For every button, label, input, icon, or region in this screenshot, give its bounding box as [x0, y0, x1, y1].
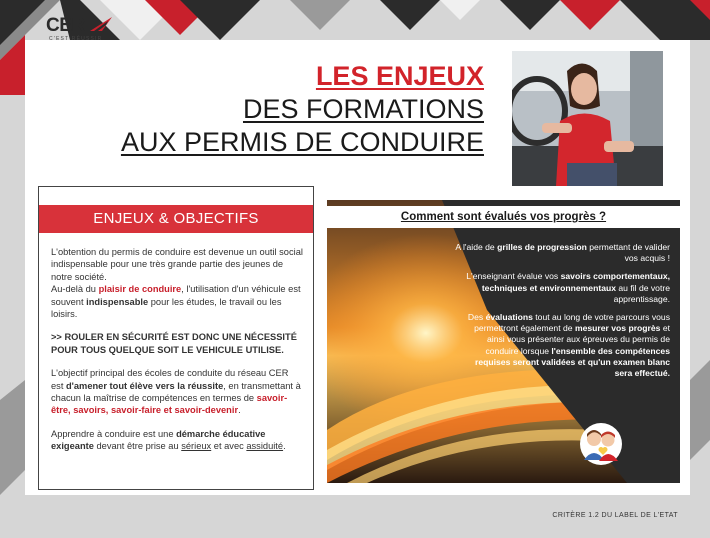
text-segment: , en transmettant à chacun la maîtrise de compétences en termes de: [51, 380, 301, 404]
title-line-2: DES FORMATIONS: [242, 94, 484, 124]
enjeux-objectifs-body: [51, 246, 303, 453]
learning-paragraph: [51, 428, 303, 453]
highlight-plaisir: plaisir de conduire: [98, 284, 182, 295]
highlight-mesurer: mesurer vos progrès: [574, 323, 661, 334]
title-line-3: AUX PERMIS DE CONDUIRE: [120, 127, 484, 157]
text-segment: et avec: [211, 441, 247, 452]
evaluation-panel: [327, 200, 680, 483]
highlight-competences: l'ensemble des compétences requises seront validées et qu'un examen blanc sera effectué.: [475, 345, 670, 379]
highlight-savoirs-comportementaux: savoirs comportementaux, techniques et environnementaux: [481, 271, 670, 293]
cer-logo: [46, 15, 116, 41]
text-segment: au fil de votre apprentissage.: [613, 282, 670, 304]
logo-text: CER: [46, 15, 85, 36]
highlight-indispensable: indispensable: [86, 296, 149, 307]
eval-paragraph-3: [455, 312, 670, 379]
enjeux-objectifs-header: ENJEUX & OBJECTIFS: [39, 205, 313, 233]
text-segment: .: [238, 405, 241, 416]
logo-swoosh-icon: [88, 17, 114, 33]
text-segment: pour les études, le travail ou les loisirs.: [51, 296, 282, 320]
text-segment: , l'utilisation d'un véhicule est souvent: [51, 284, 301, 307]
highlight-savoirs: savoir-être, savoirs, savoir-faire et savoir-devenir: [51, 393, 288, 416]
text-segment: tout au long de votre parcours vous permettront également de: [474, 312, 670, 334]
title-line-1: LES ENJEUX: [315, 61, 484, 91]
label-criterion-footer: CRITÈRE 1.2 DU LABEL DE L'ETAT: [552, 512, 678, 519]
logo-tagline: C'EST RÉUSSIR: [49, 36, 103, 42]
text-segment: Au-delà du: [51, 284, 99, 295]
people-heart-icon: [577, 422, 625, 466]
text-segment: L'enseignant évalue vos: [466, 271, 561, 282]
text-segment: A l'aide de: [455, 242, 498, 252]
intro-text: L'obtention du permis de conduire est devenue un outil social indispensable pour une très grande partie des jeunes de notre société.: [51, 247, 303, 282]
page-title: [121, 60, 484, 159]
enjeux-objectifs-box: [38, 186, 314, 490]
highlight-evaluations: évaluations: [485, 312, 533, 323]
highlight-grilles: grilles de progression: [497, 242, 587, 252]
text-segment: devant être prise au: [93, 441, 182, 452]
text-segment: Des: [467, 312, 486, 323]
driver-illustration: [512, 51, 663, 186]
underline-serieux: sérieux: [181, 441, 212, 452]
safety-statement: >> ROULER EN SÉCURITÉ EST DONC UNE NÉCESSITÉ POUR TOUS QUELQUE SOIT LE VEHICULE UTILISE.: [51, 332, 297, 355]
text-segment: .: [283, 441, 286, 452]
evaluation-title-text: Comment sont évalués vos progrès ?: [400, 211, 607, 223]
evaluation-text: [455, 242, 670, 386]
objective-paragraph: [51, 367, 303, 417]
highlight-reussite: d'amener tout élève vers la réussite: [66, 380, 224, 391]
text-segment: Apprendre à conduire est une: [51, 428, 177, 439]
text-segment: et ainsi vous présenter aux épreuves du permis de conduire lorsque: [485, 323, 670, 356]
eval-paragraph-1: [455, 242, 670, 264]
underline-assiduite: assiduité: [246, 441, 284, 452]
intro-paragraph: [51, 246, 303, 320]
eval-paragraph-2: [455, 271, 670, 305]
evaluation-title: [327, 206, 680, 228]
text-segment: L'objectif principal des écoles de conduite du réseau CER est: [51, 368, 289, 391]
text-segment: permettant de valider vos acquis !: [586, 242, 670, 264]
highlight-demarche: démarche éducative exigeante: [51, 428, 266, 452]
hero-photo-woman-driving: [512, 51, 663, 186]
